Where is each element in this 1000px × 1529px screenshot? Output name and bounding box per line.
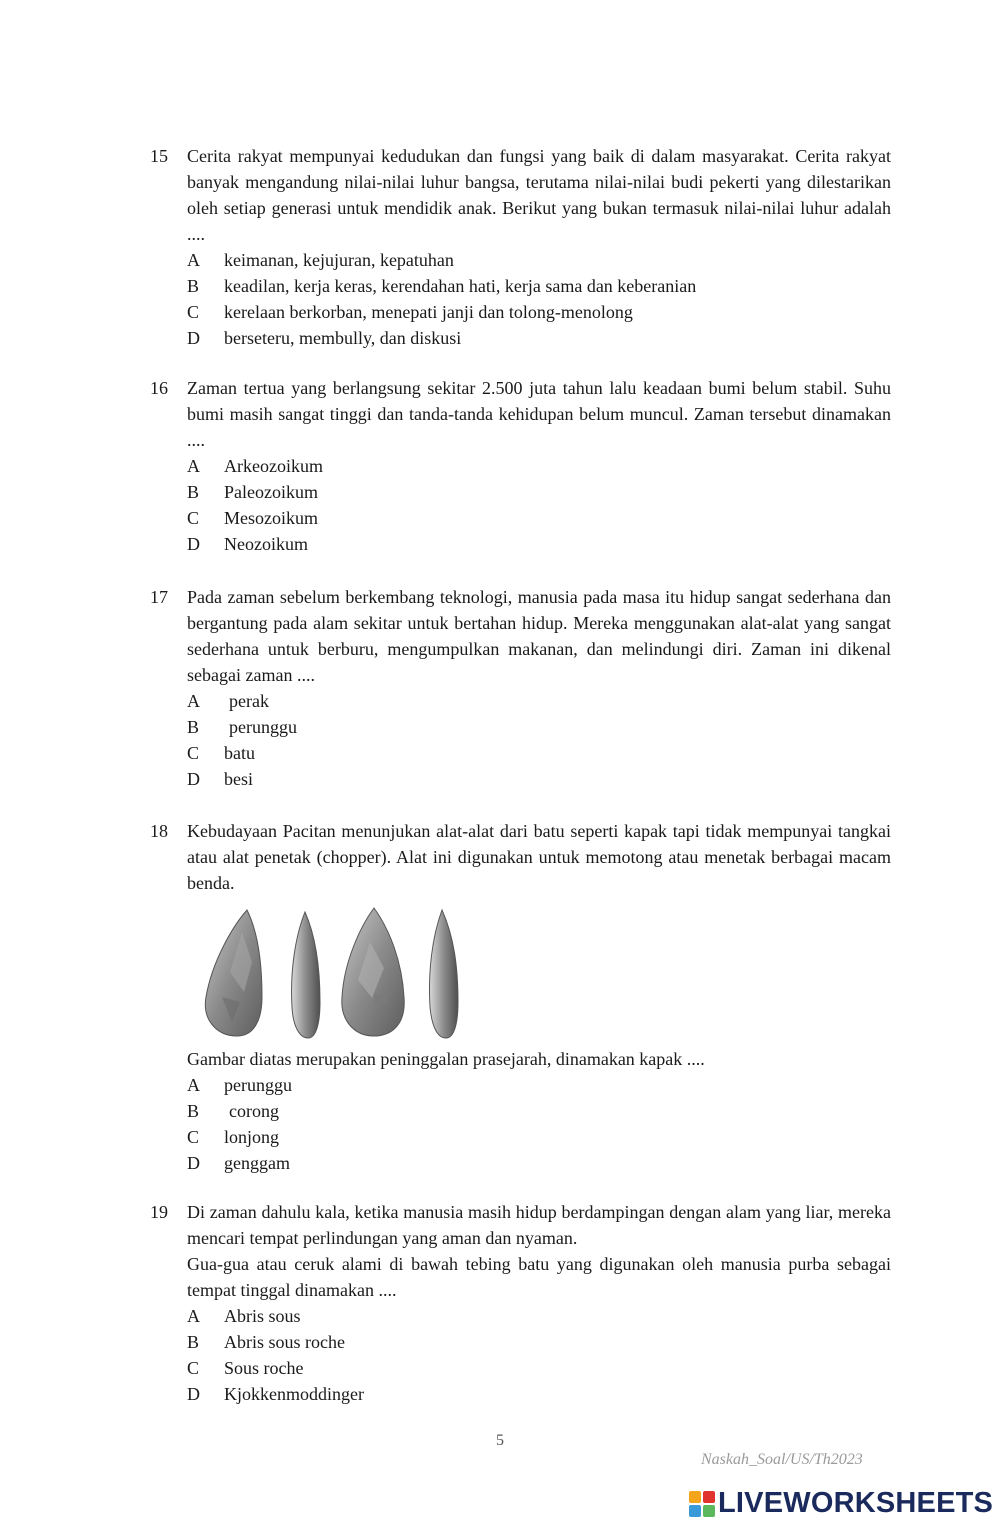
option-d[interactable]: D Kjokkenmoddinger [187,1381,891,1407]
option-text: Sous roche [224,1358,304,1378]
question-text: Zaman tertua yang berlangsung sekitar 2.500 juta tahun lalu keadaan bumi belum stabil. Suhu bumi masih sangat tinggi dan tanda-tanda kehidupan belum muncul. Zaman tersebut dinamakan .... [187,378,891,450]
option-d[interactable]: D Neozoikum [187,531,891,557]
option-c[interactable]: C Mesozoikum [187,505,891,531]
option-text: genggam [224,1153,290,1173]
option-text: Neozoikum [224,534,308,554]
question-number: 19 [150,1202,168,1222]
question-17 [150,584,891,792]
question-18 [150,818,891,1176]
option-a[interactable]: A keimanan, kejujuran, kepatuhan [187,247,891,273]
option-text: corong [229,1101,279,1121]
liveworksheets-logo-icon [689,1491,715,1517]
option-text: Mesozoikum [224,508,318,528]
question-prompt: Gambar diatas merupakan peninggalan prasejarah, dinamakan kapak .... [187,1049,705,1069]
question-text: Cerita rakyat mempunyai kedudukan dan fungsi yang baik di dalam masyarakat. Cerita rakyat banyak mengandung nilai-nilai luhur bangsa, terutama nilai-nilai budi pekerti yang dilestarikan oleh setiap generasi untuk mendidik anak. Berikut yang bukan termasuk nilai-nilai luhur adalah .... [187,146,891,244]
stone-axes-image [192,902,467,1040]
question-15 [150,143,891,351]
option-c[interactable]: C Sous roche [187,1355,891,1381]
option-text: perunggu [224,1075,292,1095]
option-text: keimanan, kejujuran, kepatuhan [224,250,454,270]
option-text: perak [229,691,269,711]
option-text: keadilan, kerja keras, kerendahan hati, kerja sama dan keberanian [224,276,697,296]
option-text: Abris sous [224,1306,301,1326]
option-text: berseteru, membully, dan diskusi [224,328,462,348]
option-b[interactable]: B perunggu [187,714,891,740]
option-d[interactable]: D genggam [187,1150,891,1176]
question-number: 15 [150,146,168,166]
hand-axe-side-1 [292,912,320,1038]
question-text: Di zaman dahulu kala, ketika manusia masih hidup berdampingan dengan alam yang liar, mereka mencari tempat perlindungan yang aman dan nyaman. [187,1202,891,1248]
question-text: Pada zaman sebelum berkembang teknologi, manusia pada masa itu hidup sangat sederhana dan bergantung pada alam sekitar untuk bertahan hidup. Mereka menggunakan alat-alat yang sangat sederhana untuk berburu, mengumpulkan makanan, dan melindungi diri. Zaman ini dikenal sebagai zaman .... [187,587,891,685]
option-text: Paleozoikum [224,482,318,502]
liveworksheets-brand[interactable] [689,1487,993,1520]
option-b[interactable]: B corong [187,1098,891,1124]
footer-code: Naskah_Soal/US/Th2023 [701,1451,863,1468]
hand-axe-side-2 [430,910,459,1038]
question-19 [150,1199,891,1407]
option-c[interactable]: C lonjong [187,1124,891,1150]
option-text: besi [224,769,253,789]
page-number: 5 [496,1432,504,1449]
question-text-2: Gua-gua atau ceruk alami di bawah tebing batu yang digunakan oleh manusia purba sebagai tempat tinggal dinamakan .... [187,1254,891,1300]
option-d[interactable]: D berseteru, membully, dan diskusi [187,325,891,351]
option-b[interactable]: B keadilan, kerja keras, kerendahan hati, kerja sama dan keberanian [187,273,891,299]
option-text: Kjokkenmoddinger [224,1384,364,1404]
option-text: batu [224,743,255,763]
option-a[interactable]: A Abris sous [187,1303,891,1329]
question-number: 17 [150,587,168,607]
question-16 [150,375,891,557]
option-text: kerelaan berkorban, menepati janji dan tolong-menolong [224,302,633,322]
option-text: Arkeozoikum [224,456,323,476]
option-b[interactable]: B Abris sous roche [187,1329,891,1355]
option-c[interactable]: C kerelaan berkorban, menepati janji dan tolong-menolong [187,299,891,325]
question-text: Kebudayaan Pacitan menunjukan alat-alat dari batu seperti kapak tapi tidak mempunyai tangkai atau alat penetak (chopper). Alat ini digunakan untuk memotong atau menetak berbagai macam benda. [187,821,891,893]
option-a[interactable]: A perak [187,688,891,714]
option-text: perunggu [229,717,297,737]
option-b[interactable]: B Paleozoikum [187,479,891,505]
question-number: 16 [150,378,168,398]
option-a[interactable]: A perunggu [187,1072,891,1098]
option-text: lonjong [224,1127,280,1147]
option-d[interactable]: D besi [187,766,891,792]
option-c[interactable]: C batu [187,740,891,766]
option-a[interactable]: A Arkeozoikum [187,453,891,479]
question-number: 18 [150,821,168,841]
brand-name: LIVEWORKSHEETS [718,1487,994,1519]
stone-axe-photo [192,902,467,1040]
option-text: Abris sous roche [224,1332,345,1352]
